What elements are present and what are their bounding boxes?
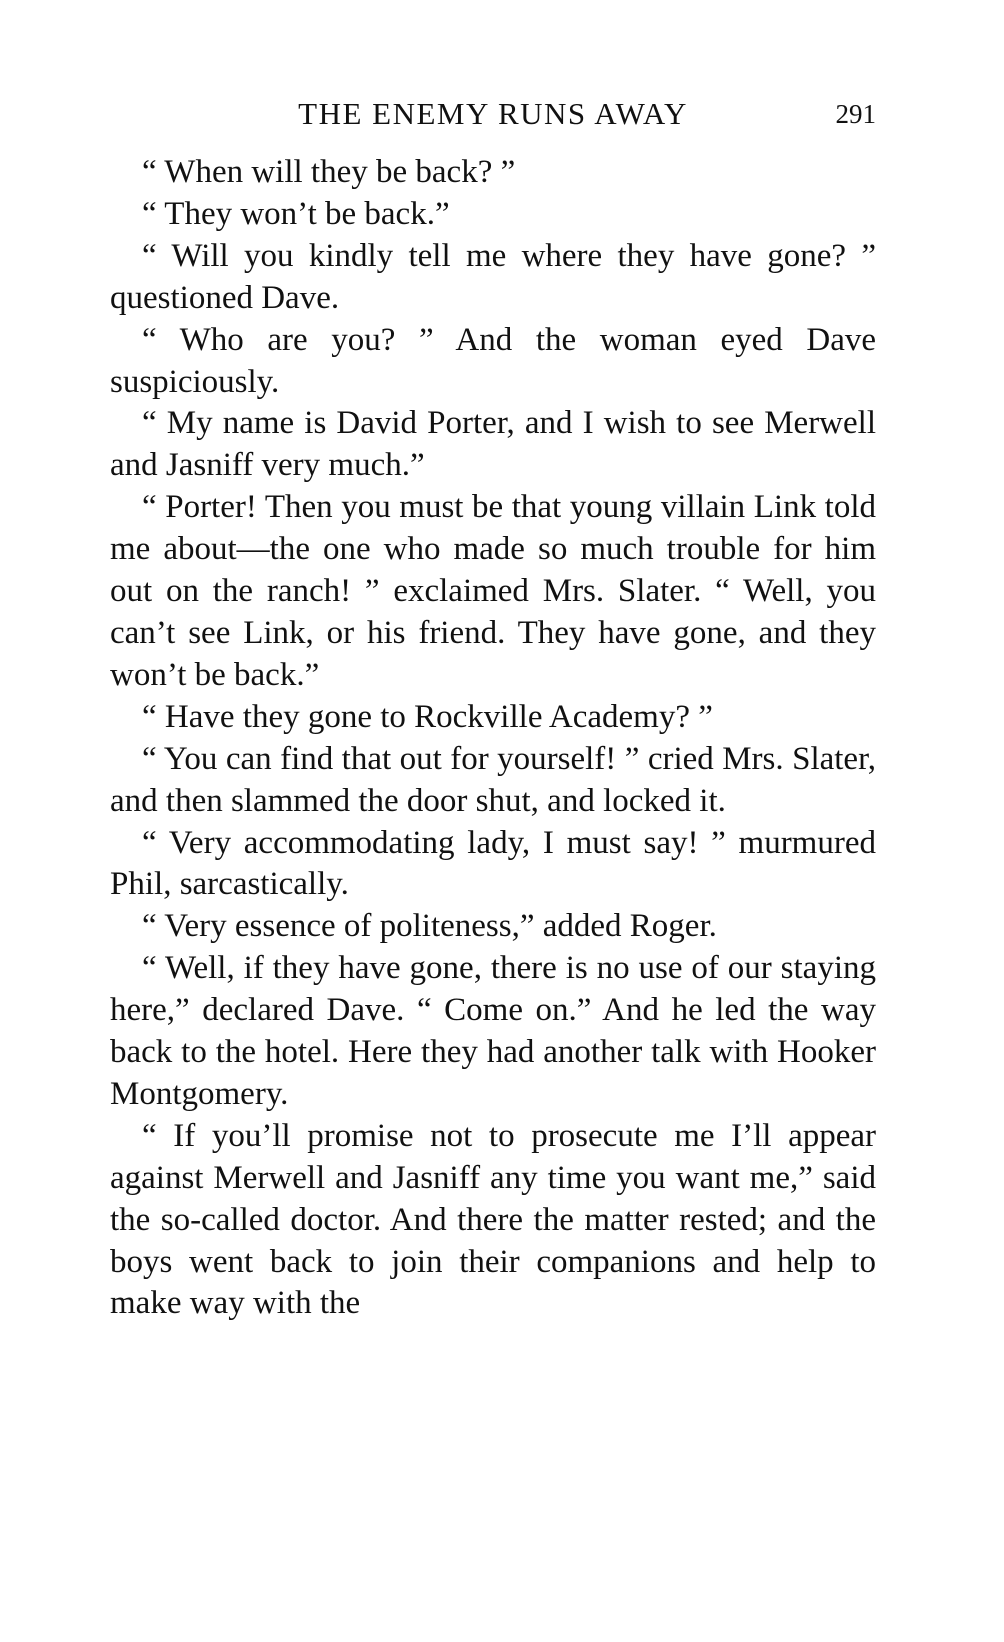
paragraph: “ Have they gone to Rockville Academy? ” [142, 698, 713, 735]
paragraph: “ They won’t be back.” [142, 195, 450, 232]
paragraph: “ Very essence of politeness,” added Roger. [142, 908, 717, 945]
running-title: THE ENEMY RUNS AWAY [298, 96, 688, 131]
paragraph: “ When will they be back? ” [142, 154, 516, 190]
page-header [110, 92, 876, 136]
paragraph: “ Very accommodating lady, I must say! ” murmured Phil, sarcastically. [110, 824, 876, 903]
paragraph: “ If you’ll promise not to prosecute me I’ll appear against Merwell and Jasniff any time you want me,” said the so-called doctor. And there the matter rested; and the boys went back to join their companions and help to make way with the [110, 1117, 876, 1322]
paragraph: “ Well, if they have gone, there is no use of our staying here,” declared Dave. “ Come on.” And he led the way back to the hotel. Here they had another talk with Hooker Montgomery. [110, 950, 876, 1112]
paragraph: “ You can find that out for yourself! ” cried Mrs. Slater, and then slammed the door shut, and locked it. [110, 740, 876, 819]
paragraph: “ Porter! Then you must be that young villain Link told me about—the one who made so much trouble for him out on the ranch! ” exclaimed Mrs. Slater. “ Well, you can’t see Link, or his friend. They have gone, and they won’t be back.” [110, 489, 876, 693]
paragraph: “ My name is David Porter, and I wish to see Merwell and Jasniff very much.” [110, 405, 876, 484]
paragraph: “ Who are you? ” And the woman eyed Dave suspiciously. [110, 321, 876, 400]
page-number: 291 [835, 99, 876, 129]
body-text [110, 152, 876, 1325]
paragraph: “ Will you kindly tell me where they have gone? ” questioned Dave. [110, 237, 876, 316]
